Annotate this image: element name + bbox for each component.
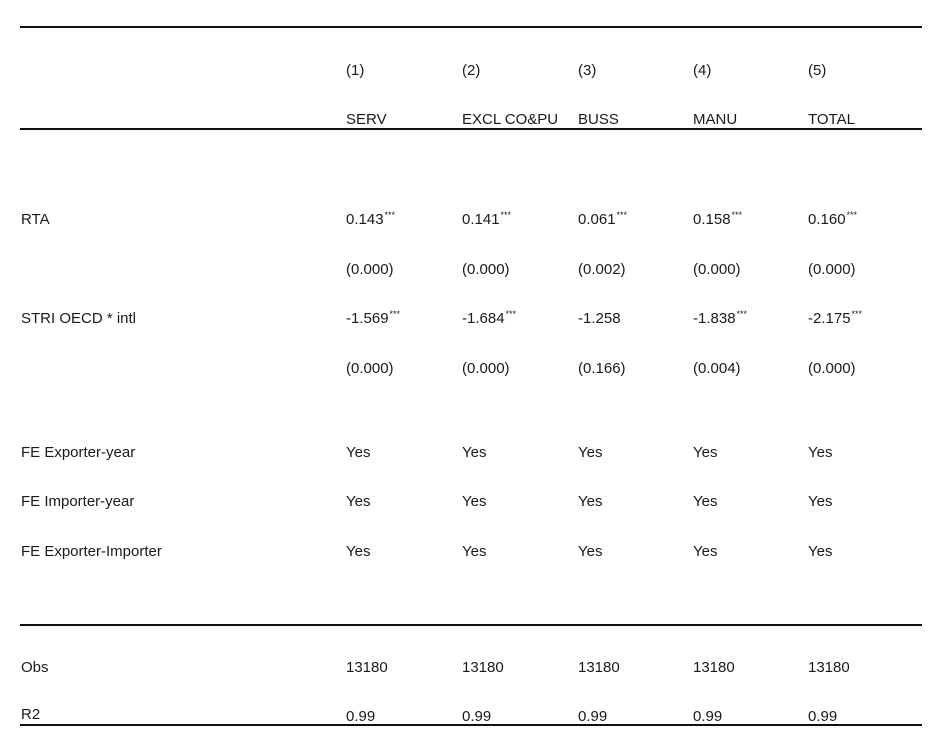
coefficient-cell: 0.160*** (808, 210, 858, 228)
coefficient-cell: -1.258 (578, 310, 621, 327)
r2-cell: 0.99 (462, 708, 492, 725)
coefficient-cell: -1.684*** (462, 309, 517, 327)
coefficient-cell: -2.175*** (808, 309, 863, 327)
column-number: (5) (808, 62, 827, 79)
fe-cell: Yes (462, 543, 487, 560)
pvalue-cell: (0.002) (578, 261, 626, 278)
row-label-obs: Obs (21, 659, 49, 676)
coefficient-cell: 0.158*** (693, 210, 743, 228)
column-header: EXCL CO&PU (462, 111, 559, 128)
r2-cell: 0.99 (693, 708, 723, 725)
row-label-fe-exporter-year: FE Exporter-year (21, 444, 136, 461)
top-rule (20, 26, 922, 28)
fe-cell: Yes (693, 543, 718, 560)
row-label-r2: R2 (21, 706, 41, 723)
pvalue-cell: (0.000) (462, 360, 510, 377)
column-number: (4) (693, 62, 712, 79)
obs-cell: 13180 (808, 659, 850, 676)
fe-cell: Yes (578, 543, 603, 560)
coefficient-cell: 0.141*** (462, 210, 512, 228)
row-label-rta: RTA (21, 211, 50, 228)
pvalue-cell: (0.000) (346, 360, 394, 377)
fe-cell: Yes (693, 444, 718, 461)
column-header: SERV (346, 111, 387, 128)
fe-cell: Yes (808, 444, 833, 461)
coefficient-cell: -1.569*** (346, 309, 401, 327)
r2-cell: 0.99 (808, 708, 838, 725)
pvalue-cell: (0.000) (693, 261, 741, 278)
fe-cell: Yes (346, 493, 371, 510)
column-header: BUSS (578, 111, 619, 128)
fe-cell: Yes (578, 493, 603, 510)
fe-cell: Yes (462, 493, 487, 510)
pvalue-cell: (0.000) (346, 261, 394, 278)
pvalue-cell: (0.004) (693, 360, 741, 377)
fe-cell: Yes (462, 444, 487, 461)
fe-cell: Yes (693, 493, 718, 510)
r2-cell: 0.99 (578, 708, 608, 725)
pvalue-cell: (0.000) (808, 360, 856, 377)
coefficient-cell: 0.061*** (578, 210, 628, 228)
fe-cell: Yes (808, 543, 833, 560)
pvalue-cell: (0.000) (462, 261, 510, 278)
r2-cell: 0.99 (346, 708, 376, 725)
coefficient-cell: 0.143*** (346, 210, 396, 228)
fe-cell: Yes (346, 543, 371, 560)
column-header: MANU (693, 111, 738, 128)
obs-cell: 13180 (346, 659, 388, 676)
obs-cell: 13180 (462, 659, 504, 676)
pvalue-cell: (0.166) (578, 360, 626, 377)
fe-cell: Yes (346, 444, 371, 461)
obs-cell: 13180 (578, 659, 620, 676)
column-number: (3) (578, 62, 597, 79)
column-header: TOTAL (808, 111, 855, 128)
row-label-fe-importer-year: FE Importer-year (21, 493, 135, 510)
coefficient-cell: -1.838*** (693, 309, 748, 327)
pvalue-cell: (0.000) (808, 261, 856, 278)
footer-rule (20, 624, 922, 626)
obs-cell: 13180 (693, 659, 735, 676)
column-number: (1) (346, 62, 365, 79)
column-number: (2) (462, 62, 481, 79)
row-label-fe-exporter-importer: FE Exporter-Importer (21, 543, 162, 560)
fe-cell: Yes (578, 444, 603, 461)
fe-cell: Yes (808, 493, 833, 510)
row-label-stri: STRI OECD * intl (21, 310, 137, 327)
